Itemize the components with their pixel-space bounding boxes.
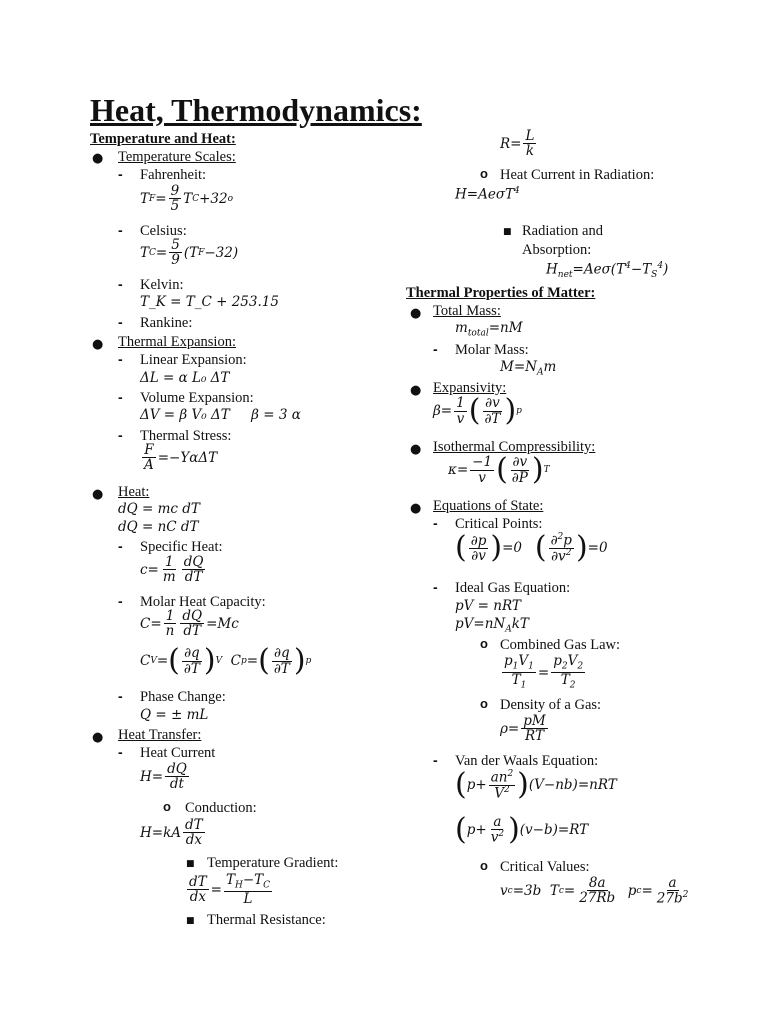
dash-icon: - xyxy=(118,688,123,704)
equation-temperature-gradient: $\frac{dT}{dx}$ = $\frac{T_H-T_C}{L}$ xyxy=(189,872,271,908)
dash-icon: - xyxy=(433,579,438,595)
equation-expansivity: β= $\frac{1}{v}$ ( $\frac{\partial v}{\partial T}$ ) p xyxy=(433,393,522,428)
label-ideal-gas: Ideal Gas Equation: xyxy=(455,580,571,596)
label-volume-expansion: Volume Expansion: xyxy=(140,390,254,406)
equation-conduction: H=kA $\frac{dT}{dx}$ xyxy=(140,817,203,849)
equation-kelvin: T_K = T_C + 253.15 xyxy=(140,294,279,310)
equation-molar-heat-capacity: C= $\frac{1}{n}$ $\frac{dQ}{dT}$ =Mc xyxy=(140,608,239,640)
dash-icon: - xyxy=(433,515,438,531)
bullet-icon: ● xyxy=(410,383,422,398)
circle-bullet-icon: o xyxy=(480,696,488,711)
label-specific-heat: Specific Heat: xyxy=(140,539,223,555)
heading-total-mass: Total Mass: xyxy=(433,303,501,319)
label-phase-change: Phase Change: xyxy=(140,689,226,705)
equation-phase-change: Q = ± mL xyxy=(140,707,209,723)
equation-specific-heat: c= $\frac{1}{m}$ $\frac{dQ}{dT}$ xyxy=(140,554,204,586)
heading-equations-of-state: Equations of State: xyxy=(433,498,544,514)
equation-van-der-waals-1: ( p+ $\frac{an^2}{V^2}$ ) (V−nb)=nRT xyxy=(455,767,617,803)
equation-van-der-waals-2: ( p+ $\frac{a}{v^2}$ ) (v−b)=RT xyxy=(455,812,589,847)
label-celsius: Celsius: xyxy=(140,223,187,239)
equation-ideal-gas-2: $pV=nN_AkT$ xyxy=(455,616,529,635)
label-rankine: Rankine: xyxy=(140,315,193,331)
equation-fahrenheit: T F = $\frac{9}{5}$ T C +32 o xyxy=(140,183,233,215)
heading-heat-transfer: Heat Transfer: xyxy=(118,727,202,743)
equation-ideal-gas-1: pV = nRT xyxy=(455,598,521,614)
equation-net-radiation: $H_{net}=Ae\sigma(T^4-T_S^4)$ xyxy=(546,261,669,281)
dash-icon: - xyxy=(118,276,123,292)
bullet-icon: ● xyxy=(92,730,104,745)
heading-isothermal-compressibility: Isothermal Compressibility: xyxy=(433,439,596,455)
equation-radiation: H=AeσT$^4$ xyxy=(455,186,520,203)
bullet-icon: ● xyxy=(410,501,422,516)
label-density-of-gas: Density of a Gas: xyxy=(500,697,602,713)
dash-icon: - xyxy=(118,222,123,238)
section-temperature-heat: Temperature and Heat: xyxy=(90,131,236,147)
circle-bullet-icon: o xyxy=(480,636,488,651)
bullet-icon: ● xyxy=(410,442,422,457)
circle-bullet-icon: o xyxy=(480,858,488,873)
label-absorption: Absorption: xyxy=(522,242,592,258)
label-molar-heat-capacity: Molar Heat Capacity: xyxy=(140,594,266,610)
label-thermal-resistance: Thermal Resistance: xyxy=(207,912,326,928)
dash-icon: - xyxy=(118,427,123,443)
label-van-der-waals: Van der Waals Equation: xyxy=(455,753,599,769)
label-kelvin: Kelvin: xyxy=(140,277,184,293)
label-radiation-and: Radiation and xyxy=(522,223,603,239)
section-thermal-properties: Thermal Properties of Matter: xyxy=(406,285,596,301)
bullet-icon: ● xyxy=(410,306,422,321)
heading-temperature-scales: Temperature Scales: xyxy=(118,149,236,165)
label-molar-mass: Molar Mass: xyxy=(455,342,529,358)
dash-icon: - xyxy=(118,166,123,182)
equation-thermal-stress: $\frac{F}{A}$ =−YαΔT xyxy=(144,442,218,474)
square-bullet-icon: ■ xyxy=(503,227,512,237)
equation-heat-mass: dQ = mc dT xyxy=(118,501,200,517)
equation-critical-values: v c =3b T c = $\frac{8a}{27Rb}$ p c = $\frac{a}{27b^2}$ xyxy=(500,875,689,907)
square-bullet-icon: ■ xyxy=(186,916,195,926)
circle-bullet-icon: o xyxy=(163,799,171,814)
label-heat-current: Heat Current xyxy=(140,745,216,761)
dash-icon: - xyxy=(118,389,123,405)
label-heat-current-radiation: Heat Current in Radiation: xyxy=(500,167,655,183)
label-thermal-stress: Thermal Stress: xyxy=(140,428,232,444)
label-fahrenheit: Fahrenheit: xyxy=(140,167,207,183)
dash-icon: - xyxy=(118,538,123,554)
dash-icon: - xyxy=(433,752,438,768)
dash-icon: - xyxy=(118,351,123,367)
equation-linear-expansion: ΔL = α L₀ ΔT xyxy=(140,370,230,386)
label-linear-expansion: Linear Expansion: xyxy=(140,352,247,368)
equation-thermal-resistance: R= $\frac{L}{k}$ xyxy=(500,128,535,160)
square-bullet-icon: ■ xyxy=(186,859,195,869)
bullet-icon: ● xyxy=(92,487,104,502)
heading-heat: Heat: xyxy=(118,484,150,500)
equation-isothermal-compressibility: κ= $\frac{-1}{v}$ ( $\frac{\partial v}{\partial P}$ ) T xyxy=(448,452,550,487)
label-conduction: Conduction: xyxy=(185,800,257,816)
equation-heat-current: H= $\frac{dQ}{dt}$ xyxy=(140,761,187,793)
circle-bullet-icon: o xyxy=(480,166,488,181)
page-title: Heat, Thermodynamics: xyxy=(90,92,422,128)
equation-cv-cp: C V = ( $\frac{\partial q}{\partial T}$ ) V C p = ( $\frac{\partial q}{\partial T}$ ) p xyxy=(140,643,312,678)
bullet-icon: ● xyxy=(92,337,104,352)
dash-icon: - xyxy=(118,314,123,330)
equation-celsius: T C = $\frac{5}{9}$ (T F −32) xyxy=(140,237,239,269)
label-temperature-gradient: Temperature Gradient: xyxy=(207,855,339,871)
heading-expansivity: Expansivity: xyxy=(433,380,507,396)
label-critical-values: Critical Values: xyxy=(500,859,590,875)
equation-molar-mass: $M=N_Am$ xyxy=(500,359,557,378)
bullet-icon: ● xyxy=(92,151,104,166)
equation-density-of-gas: ρ= $\frac{pM}{RT}$ xyxy=(500,713,546,745)
equation-volume-expansion: ΔV = β V₀ ΔT β = 3 α xyxy=(140,407,301,423)
equation-critical-points: ( $\frac{\partial p}{\partial v}$ ) =0 ( $\frac{\partial^2p}{\partial v^2}$ ) =0 xyxy=(455,530,608,566)
label-combined-gas-law: Combined Gas Law: xyxy=(500,637,621,653)
equation-heat-moles: dQ = nC dT xyxy=(118,519,199,535)
dash-icon: - xyxy=(118,744,123,760)
dash-icon: - xyxy=(118,593,123,609)
label-critical-points: Critical Points: xyxy=(455,516,543,532)
equation-total-mass: $m_{total}=nM$ xyxy=(455,320,523,339)
dash-icon: - xyxy=(433,341,438,357)
heading-thermal-expansion: Thermal Expansion: xyxy=(118,334,236,350)
equation-combined-gas-law: $\frac{p_1V_1}{T_1}$ = $\frac{p_2V_2}{T_2}$ xyxy=(504,653,584,691)
